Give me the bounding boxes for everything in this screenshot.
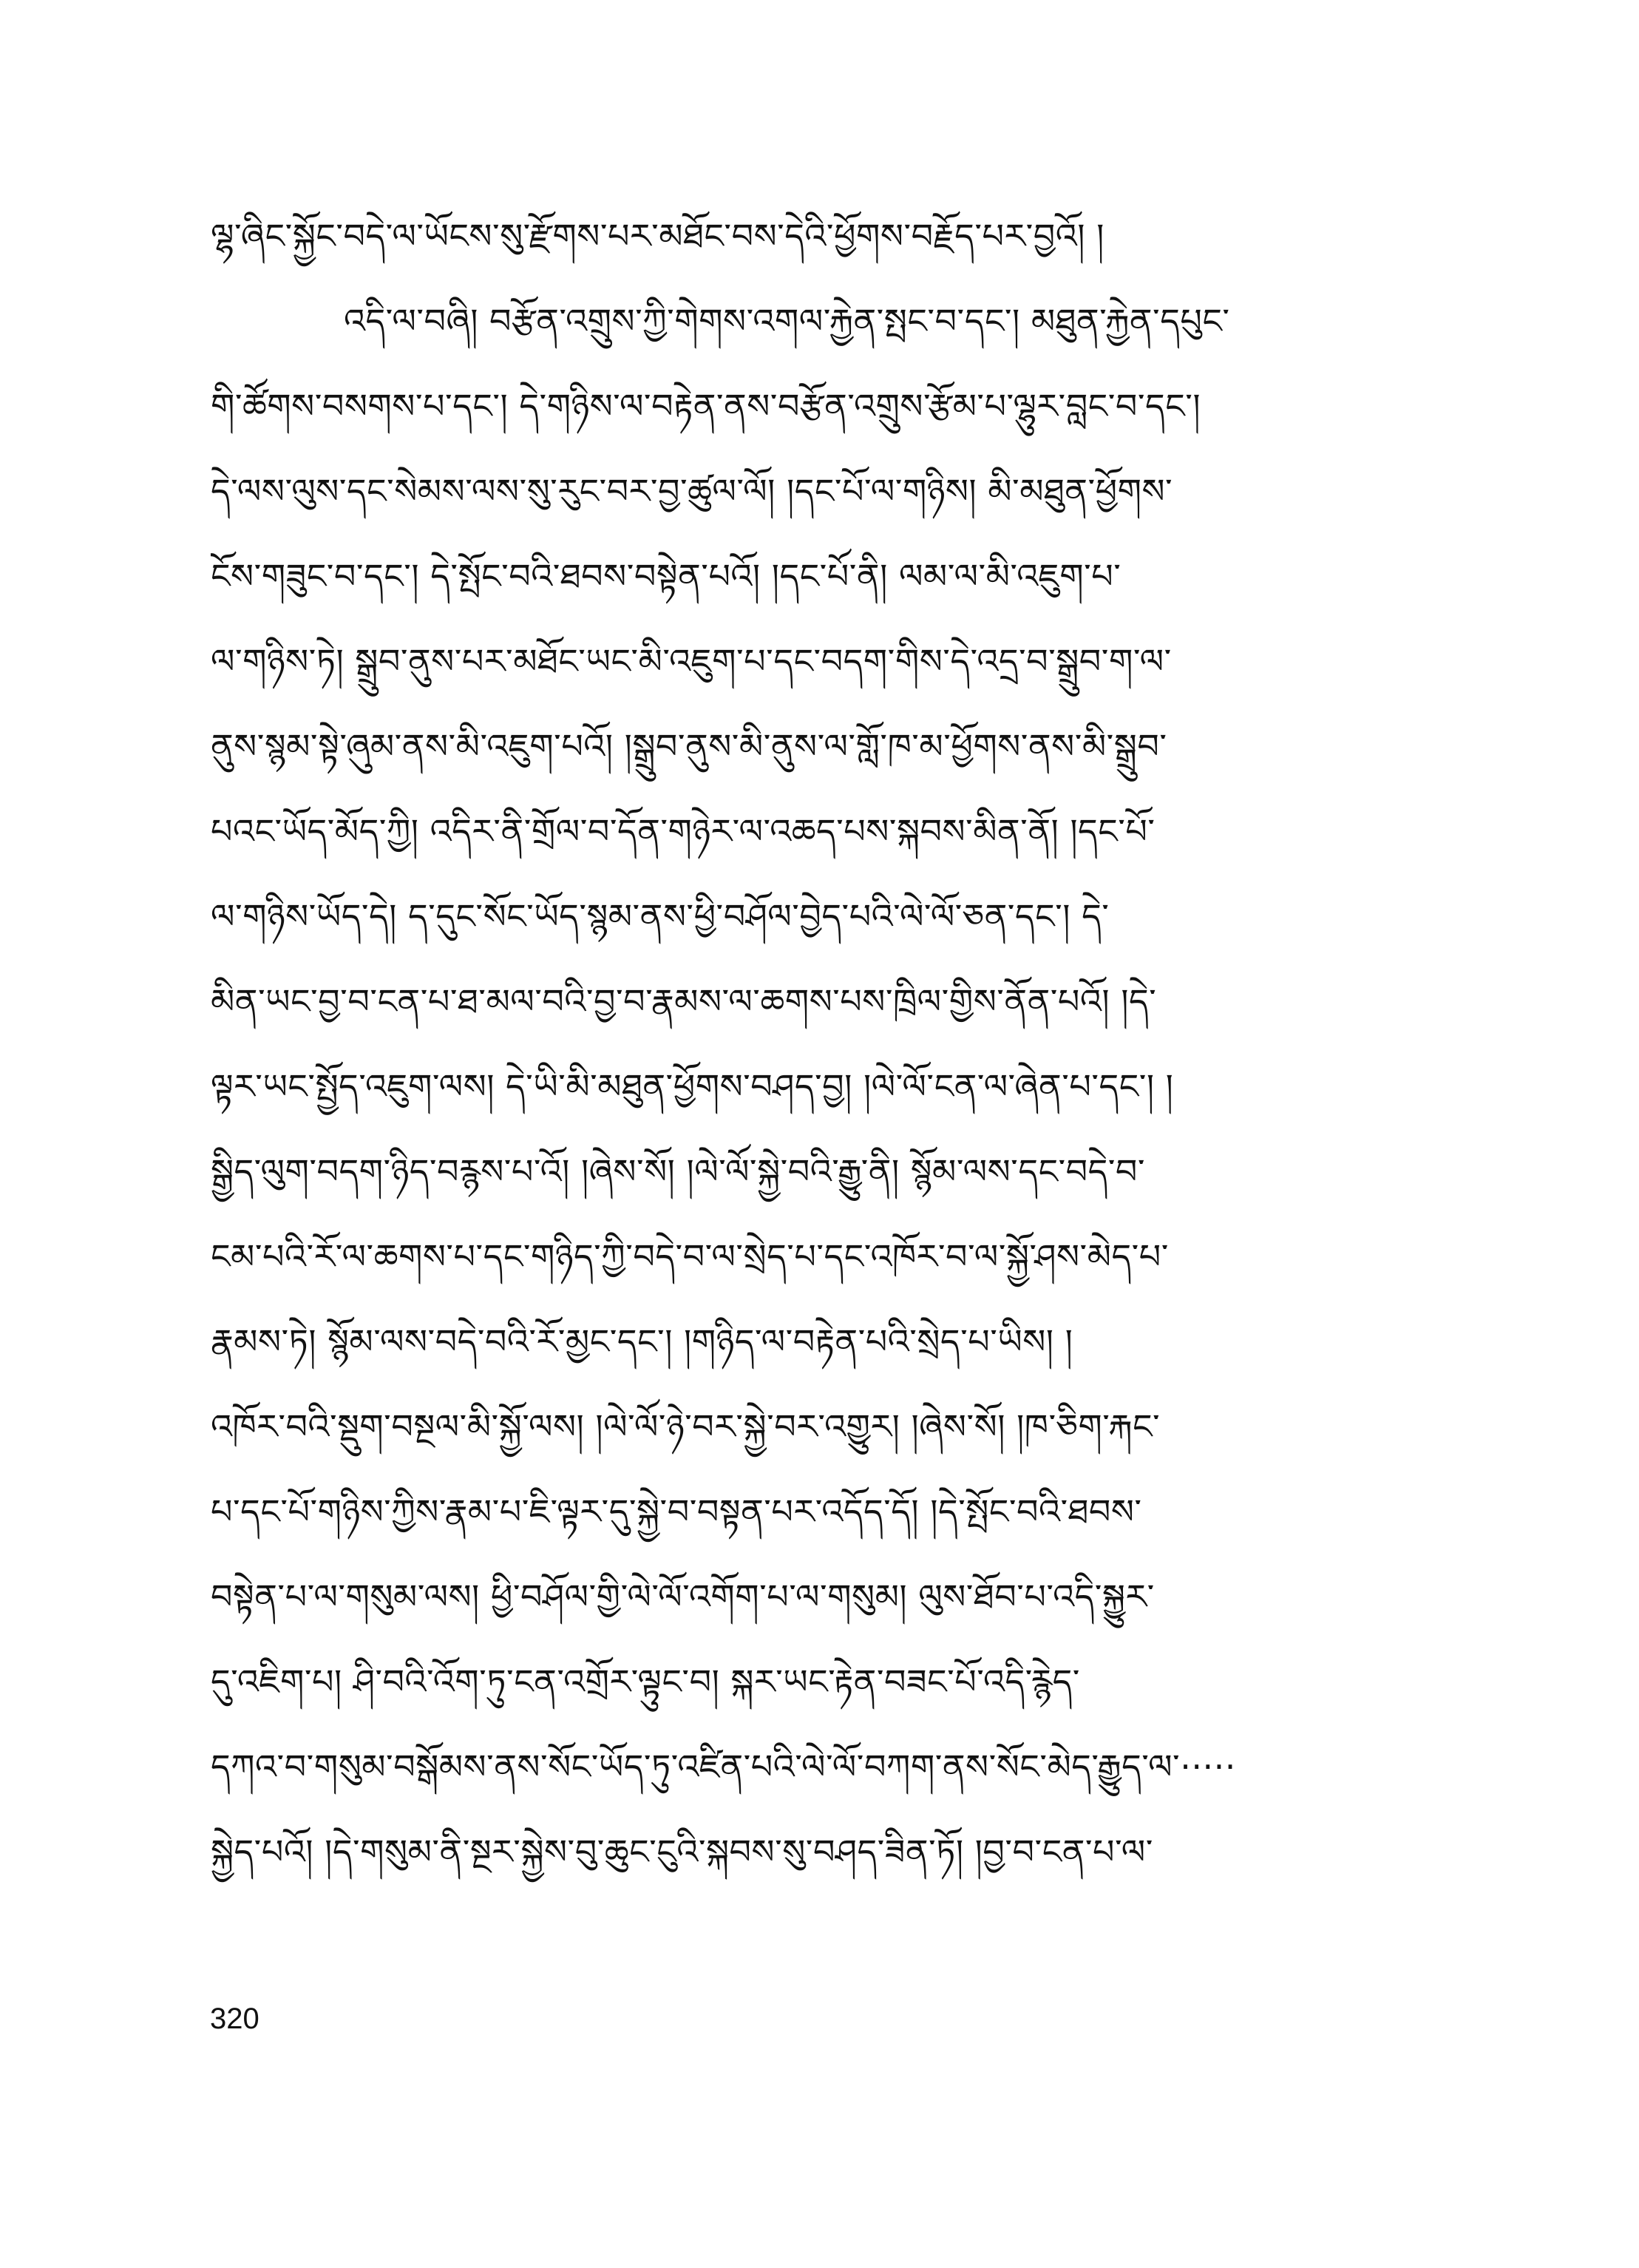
text-line: རྣམས་ཏེ། སྙོམ་ལས་བདེ་བའི་རོ་མྱང་དང་། །གཉིད་ལ་བརྟེན་པའི་སྲེད་པ་ཡིས། ། — [211, 1321, 1073, 1361]
text-line: ནུས་སྙམ་སྟེ་ཞུམ་ནས་མི་འཇུག་པའོ། །སྒྲུབ་ནུས་མི་ནུས་ལ་གློ་ཁ་མ་ཕྱོགས་ནས་མི་སྒྲུབ་ — [211, 726, 1167, 766]
text-line: དཀའ་བ་གསུམ་བསྒོམས་ནས་སོང་ཡོད་ཏུ་འཛིན་པའི་ལེ་ལོ་བཀག་ནས་སོང་མེད་རྒྱུད་ལ་····· — [211, 1747, 1236, 1787]
tibetan-text-body — [211, 194, 1475, 1895]
text-line: པའང་ཡོད་མོད་ཀྱི། འདིར་ནི་གྲོལ་བ་དོན་གཉེར་ལ་འཆད་པས་སྐབས་མིན་ནོ། །དང་པོ་ — [211, 811, 1156, 851]
text-line: ངོས་གཟུང་བ་དང་། དེ་སྤོང་བའི་ཐབས་བསྟེན་པའོ། །དང་པོ་ནི། ལམ་ལ་མི་འཇུག་པ་ — [211, 556, 1121, 596]
text-line: གི་ཚོགས་བསགས་པ་དང་། དེ་གཉིས་ལ་བརྟེན་ནས་བརྩོན་འགྲུས་རྩོམ་པ་ལྷུར་བླང་བ་དང་། — [211, 386, 1201, 426]
text-line: ལ་གཉིས་ཡོད་དེ། ད་དུང་སོང་ཡོད་སྙམ་ནས་ཕྱི་བཤོལ་བྱེད་པའི་ལེ་ལོ་ཅན་དང་། དེ་ — [211, 896, 1110, 936]
text-line: སྐྱེད་པའོ། །དེ་གསུམ་ནི་སྔར་སྐྱེས་བུ་ཆུང་ངུའི་སྐབས་སུ་བཤད་ཟིན་ཏོ། །བྱ་བ་ངན་པ་ལ་ — [211, 1832, 1153, 1872]
text-line: པ་དང་པོ་གཉིས་ཀྱིས་རྣམ་པ་ཇི་ལྟར་དུ་སྐྱེ་བ་བསྟན་པར་འདོད་དོ། །དེ་སྤོང་བའི་ཐབས་ — [211, 1492, 1142, 1531]
text-line: བསྟེན་པ་ལ་གསུམ་ལས། ཕྱི་བཤོལ་གྱི་ལེ་ལོ་འགོག་པ་ལ་གསུམ། ལུས་ཐོབ་པ་འདི་སྐྱུར་ — [211, 1577, 1155, 1617]
text-line: འཁོར་བའི་སྡུག་བསྔལ་མི་སྐྱོ་ལས། །ལེ་ལོ་ཉེ་བར་སྐྱེ་བར་འགྱུར། །ཞེས་སོ། །ཁ་ཅིག་རྐང་ — [211, 1407, 1161, 1446]
text-line: དུ་འཇིག་པ། ཤི་བའི་འོག་ཏུ་ངན་འགྲོར་ལྟུང་བ། སྐར་ཡང་རྟེན་བཟང་པོ་འདི་རྙེད་ — [211, 1662, 1080, 1702]
text-line: མིན་ཡང་བྱ་བ་ངན་པ་ཐ་མལ་བའི་བྱ་བ་རྣམས་ལ་ཆགས་པས་ཁྲིལ་གྱིས་ནོན་པའོ། །དེ་ — [211, 981, 1157, 1021]
text-line: ལྷ་ཞིང་སྐྱོང་བདེ་ལ་ཡོངས་སུ་རྫོགས་པར་མཐོང་བས་དེའི་ཕྱོགས་བརྗོད་པར་བྱའོ། ། — [211, 216, 1104, 256]
text-line: སྒྱིད་ལུག་བདག་ཉིད་བརྙས་པ་འོ། །ཞེས་སོ། །ལེ་ལོ་སྐྱེ་བའི་རྒྱུ་ནི། སྙོམ་ལས་དང་བདེ་བ་ — [211, 1151, 1146, 1191]
page-number: 320 — [210, 2003, 259, 2035]
text-line: ངམ་པའི་རོ་ལ་ཆགས་པ་དང་གཉིད་ཀྱི་བདེ་བ་ལ་སྲེད་པ་དང་འཁོར་བ་ལ་སྐྱོ་ཤས་མེད་པ་ — [211, 1236, 1169, 1276]
text-line: འདི་ལ་བཞི། བརྩོན་འགྲུས་ཀྱི་གེགས་འགལ་རྐྱེན་སྤང་བ་དང་། མཐུན་རྐྱེན་དཔུང་ — [344, 301, 1230, 341]
text-line: དེ་ལས་ལུས་དང་སེམས་ལས་སུ་རུང་བར་བྱ་ཚུལ་ལོ། །དང་པོ་ལ་གཉིས། མི་མཐུན་ཕྱོགས་ — [211, 471, 1173, 511]
text-line: ལྟར་ཡང་སྤྱོད་འཇུག་ལས། དེ་ཡི་མི་མཐུན་ཕྱོགས་བཤད་བྱ། །ལེ་ལོ་ངན་ལ་ཞེན་པ་དང་། ། — [211, 1066, 1174, 1106]
text-line: ལ་གཉིས་ཏེ། སྒྲུབ་ནུས་པར་མཐོང་ཡང་མི་འཇུག་པ་དང་བདག་གིས་དེ་འདྲ་བ་སྒྲུབ་ག་ལ་ — [211, 641, 1172, 681]
